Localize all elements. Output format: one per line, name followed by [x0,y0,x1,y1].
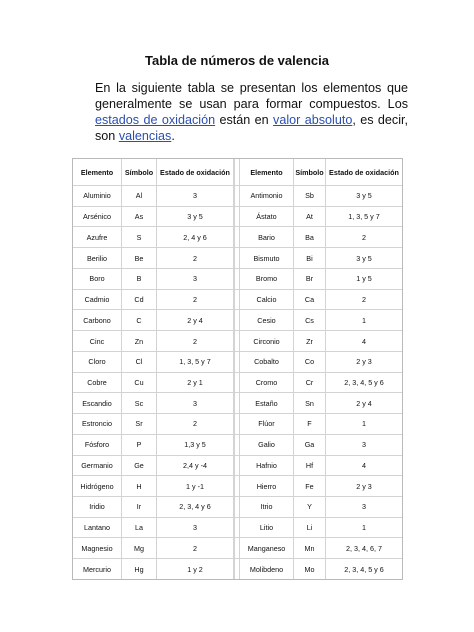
element-name-right: Ástato [240,207,294,228]
oxidation-state-right: 3 [326,497,402,518]
element-name-left: Magnesio [73,538,122,559]
intro-text-3: , es decir, son [95,113,408,143]
element-name-right: Hafnio [240,456,294,477]
oxidation-state-right: 4 [326,331,402,352]
header-oxidation-right: Estado de oxidación [326,159,402,186]
valence-table-container [72,158,403,580]
element-symbol-right: Cs [294,310,326,331]
oxidation-state-right: 2 y 3 [326,352,402,373]
table-row [73,352,402,373]
element-name-right: Cesio [240,310,294,331]
link-estados-de-oxidacion[interactable]: estados de oxidación [95,113,216,127]
oxidation-state-left: 2 [157,248,234,269]
oxidation-state-right: 1 [326,518,402,539]
element-symbol-left: Sc [122,393,157,414]
table-row [73,373,402,394]
oxidation-state-left: 3 y 5 [157,207,234,228]
element-name-right: Cromo [240,373,294,394]
element-symbol-right: Sb [294,186,326,207]
header-symbol-right: Símbolo [294,159,326,186]
element-symbol-left: As [122,207,157,228]
element-symbol-right: Zr [294,331,326,352]
element-symbol-left: Zn [122,331,157,352]
oxidation-state-left: 3 [157,186,234,207]
element-name-right: Bromo [240,269,294,290]
element-name-left: Germanio [73,456,122,477]
element-name-left: Berilio [73,248,122,269]
element-name-right: Litio [240,518,294,539]
table-row [73,186,402,207]
element-symbol-left: C [122,310,157,331]
element-name-right: Bario [240,227,294,248]
oxidation-state-left: 2 [157,538,234,559]
element-symbol-right: Ca [294,290,326,311]
element-name-left: Boro [73,269,122,290]
element-symbol-left: H [122,476,157,497]
table-row [73,456,402,477]
table-row [73,310,402,331]
element-symbol-right: Ga [294,435,326,456]
oxidation-state-left: 3 [157,269,234,290]
element-symbol-right: Fe [294,476,326,497]
element-symbol-left: Cd [122,290,157,311]
element-name-right: Circonio [240,331,294,352]
element-symbol-left: Sr [122,414,157,435]
element-name-left: Estroncio [73,414,122,435]
element-name-right: Molibdeno [240,559,294,579]
oxidation-state-right: 3 y 5 [326,248,402,269]
oxidation-state-right: 1, 3, 5 y 7 [326,207,402,228]
element-symbol-left: Be [122,248,157,269]
oxidation-state-left: 2 [157,414,234,435]
element-name-left: Mercurio [73,559,122,579]
element-name-right: Manganeso [240,538,294,559]
oxidation-state-left: 2, 3, 4 y 6 [157,497,234,518]
table-row [73,414,402,435]
element-symbol-left: Mg [122,538,157,559]
element-symbol-left: Cl [122,352,157,373]
header-element-right: Elemento [240,159,294,186]
oxidation-state-left: 2,4 y -4 [157,456,234,477]
oxidation-state-left: 2 [157,290,234,311]
table-row [73,497,402,518]
oxidation-state-left: 1 y -1 [157,476,234,497]
element-name-right: Antimonio [240,186,294,207]
element-symbol-left: Al [122,186,157,207]
link-valor-absoluto[interactable]: valor absoluto [273,113,353,127]
element-name-right: Cobalto [240,352,294,373]
table-row [73,207,402,228]
element-symbol-left: Hg [122,559,157,579]
element-symbol-left: P [122,435,157,456]
oxidation-state-right: 2, 3, 4, 5 y 6 [326,373,402,394]
element-symbol-right: At [294,207,326,228]
element-name-left: Carbono [73,310,122,331]
element-symbol-right: Bi [294,248,326,269]
element-name-left: Fósforo [73,435,122,456]
oxidation-state-right: 2 y 3 [326,476,402,497]
table-row [73,331,402,352]
oxidation-state-left: 3 [157,393,234,414]
element-name-right: Bismuto [240,248,294,269]
element-name-right: Estaño [240,393,294,414]
header-oxidation-left: Estado de oxidación [157,159,234,186]
element-symbol-right: Li [294,518,326,539]
element-symbol-right: Co [294,352,326,373]
table-row [73,538,402,559]
table-body [73,186,402,579]
oxidation-state-right: 4 [326,456,402,477]
table-row [73,269,402,290]
intro-text-2: están en [215,113,274,127]
element-symbol-left: Ge [122,456,157,477]
element-symbol-right: Mn [294,538,326,559]
element-name-left: Aluminio [73,186,122,207]
oxidation-state-left: 3 [157,518,234,539]
oxidation-state-left: 1,3 y 5 [157,435,234,456]
element-symbol-left: La [122,518,157,539]
header-element-left: Elemento [73,159,122,186]
oxidation-state-right: 1 [326,310,402,331]
element-symbol-right: Y [294,497,326,518]
element-name-left: Azufre [73,227,122,248]
table-row [73,559,402,579]
intro-text-4: . [171,129,175,143]
header-symbol-left: Símbolo [122,159,157,186]
oxidation-state-right: 3 [326,435,402,456]
element-name-left: Cinc [73,331,122,352]
table-row [73,435,402,456]
oxidation-state-left: 1 y 2 [157,559,234,579]
oxidation-state-right: 1 [326,414,402,435]
link-valencias[interactable]: valencias [118,129,172,143]
element-name-right: Galio [240,435,294,456]
element-name-left: Cobre [73,373,122,394]
element-name-left: Cloro [73,352,122,373]
oxidation-state-right: 2, 3, 4, 6, 7 [326,538,402,559]
oxidation-state-left: 2 y 4 [157,310,234,331]
oxidation-state-left: 2 [157,331,234,352]
oxidation-state-right: 1 y 5 [326,269,402,290]
table-row [73,290,402,311]
oxidation-state-left: 2, 4 y 6 [157,227,234,248]
element-name-right: Itrio [240,497,294,518]
element-symbol-left: Cu [122,373,157,394]
element-name-left: Cadmio [73,290,122,311]
element-symbol-left: B [122,269,157,290]
element-symbol-left: Ir [122,497,157,518]
valence-table [73,159,402,579]
element-name-left: Escandio [73,393,122,414]
element-name-right: Hierro [240,476,294,497]
element-name-right: Flúor [240,414,294,435]
element-name-left: Hidrógeno [73,476,122,497]
oxidation-state-left: 1, 3, 5 y 7 [157,352,234,373]
oxidation-state-right: 3 y 5 [326,186,402,207]
oxidation-state-right: 2, 3, 4, 5 y 6 [344,564,384,574]
element-symbol-right: F [294,414,326,435]
element-name-left: Lantano [73,518,122,539]
table-header-row [73,159,402,186]
page-title: Tabla de números de valencia [145,53,329,68]
element-name-left: Iridio [73,497,122,518]
element-name-right: Calcio [240,290,294,311]
element-symbol-left: S [122,227,157,248]
element-symbol-right: Hf [294,456,326,477]
table-row [73,518,402,539]
oxidation-state-right: 2 y 4 [326,393,402,414]
table-row [73,227,402,248]
element-name-left: Arsénico [73,207,122,228]
oxidation-state-right: 2 [326,227,402,248]
intro-paragraph [95,80,408,144]
element-symbol-right: Br [294,269,326,290]
oxidation-state-left: 2 y 1 [157,373,234,394]
table-row [73,476,402,497]
element-symbol-right: Sn [294,393,326,414]
element-symbol-right: Mo [294,559,326,579]
element-symbol-right: Ba [294,227,326,248]
intro-text-1: En la siguiente tabla se presentan los elementos que generalmente se usan para formar compuestos. Los [95,81,408,111]
table-row [73,248,402,269]
element-symbol-right: Cr [294,373,326,394]
oxidation-state-right: 2 [326,290,402,311]
table-row [73,393,402,414]
